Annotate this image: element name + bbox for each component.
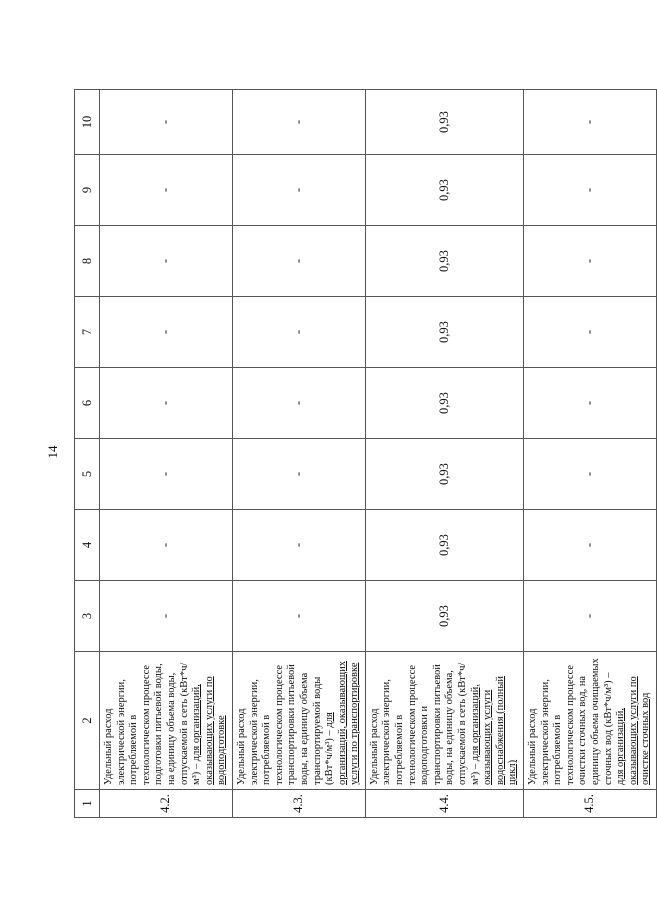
value-cell: 0,93 <box>365 297 523 368</box>
value-cell: - <box>524 439 657 510</box>
table-row <box>100 90 233 818</box>
header-cell-10: 10 <box>75 90 100 155</box>
value-cell: - <box>100 226 233 297</box>
header-cell-4: 4 <box>75 510 100 581</box>
value-cell: - <box>232 155 365 226</box>
row-number: 4.4. <box>365 790 523 818</box>
value-cell: - <box>524 226 657 297</box>
value-cell: - <box>232 297 365 368</box>
header-cell-6: 6 <box>75 368 100 439</box>
value-cell: - <box>100 297 233 368</box>
page-number: 14 <box>45 445 60 459</box>
row-number: 4.3. <box>232 790 365 818</box>
table-rotation-frame <box>74 90 652 818</box>
value-cell: - <box>524 297 657 368</box>
description-text: Удельный расход электрической энергии, потребляемой в технологическом процессе водоподготовки и транспортировки питьевой воды, на единицу объема, отпускаемой в сеть (кВт*ч/м³) – <box>368 662 481 785</box>
energy-consumption-table <box>74 89 657 818</box>
value-cell: - <box>524 581 657 652</box>
header-cell-5: 5 <box>75 439 100 510</box>
row-description <box>100 652 233 790</box>
value-cell: - <box>232 90 365 155</box>
description-text: Удельный расход электрической энергии, потребляемой в технологическом процессе транспортировки питьевой воды, на единицу объема транспортируемой воды (кВт*ч/м³) – <box>235 664 336 785</box>
rotated-table-container <box>74 90 652 818</box>
description-text: Удельный расход электрической энергии, потребляемой в технологическом процессе подготовки питьевой воды, на единицу объема воды, отпускаемой в сеть (кВт*ч/м³) – <box>103 662 203 785</box>
value-cell: - <box>100 368 233 439</box>
value-cell: - <box>232 439 365 510</box>
value-cell: - <box>100 510 233 581</box>
header-cell-2: 2 <box>75 652 100 790</box>
value-cell: - <box>232 581 365 652</box>
description-underlined-text: для организаций, оказывающих услуги водоснабжения (полный цикл) <box>469 676 519 785</box>
value-cell: 0,93 <box>365 155 523 226</box>
row-description <box>365 652 523 790</box>
value-cell: - <box>100 439 233 510</box>
description-underlined-text: для организаций, оказывающих услуги по очистке сточных вод <box>615 676 652 785</box>
value-cell: 0,93 <box>365 226 523 297</box>
value-cell: - <box>100 581 233 652</box>
row-number: 4.5. <box>524 790 657 818</box>
value-cell: - <box>524 368 657 439</box>
value-cell: - <box>524 155 657 226</box>
header-row <box>75 90 100 818</box>
row-number: 4.2. <box>100 790 233 818</box>
value-cell: 0,93 <box>365 439 523 510</box>
header-cell-9: 9 <box>75 155 100 226</box>
table-row <box>232 90 365 818</box>
description-underlined-text: для организаций, оказывающих услуги по транспортировке <box>324 661 361 785</box>
description-text: Удельный расход электрической энергии, потребляемой в технологическом процессе очистки сточных вод, на единицу объема очищаемых сточных вод (кВт*ч/м³) – <box>527 658 614 785</box>
value-cell: - <box>524 90 657 155</box>
value-cell: - <box>100 155 233 226</box>
description-underlined-text: для организаций, оказывающих услуги по водоподготовке <box>191 676 228 785</box>
header-cell-1: 1 <box>75 790 100 818</box>
value-cell: 0,93 <box>365 510 523 581</box>
value-cell: - <box>524 510 657 581</box>
value-cell: - <box>232 368 365 439</box>
value-cell: 0,93 <box>365 368 523 439</box>
row-description <box>232 652 365 790</box>
table-row <box>365 90 523 818</box>
table-row <box>524 90 657 818</box>
header-cell-7: 7 <box>75 297 100 368</box>
header-cell-8: 8 <box>75 226 100 297</box>
header-cell-3: 3 <box>75 581 100 652</box>
value-cell: 0,93 <box>365 90 523 155</box>
value-cell: 0,93 <box>365 581 523 652</box>
row-description <box>524 652 657 790</box>
value-cell: - <box>232 510 365 581</box>
value-cell: - <box>232 226 365 297</box>
value-cell: - <box>100 90 233 155</box>
